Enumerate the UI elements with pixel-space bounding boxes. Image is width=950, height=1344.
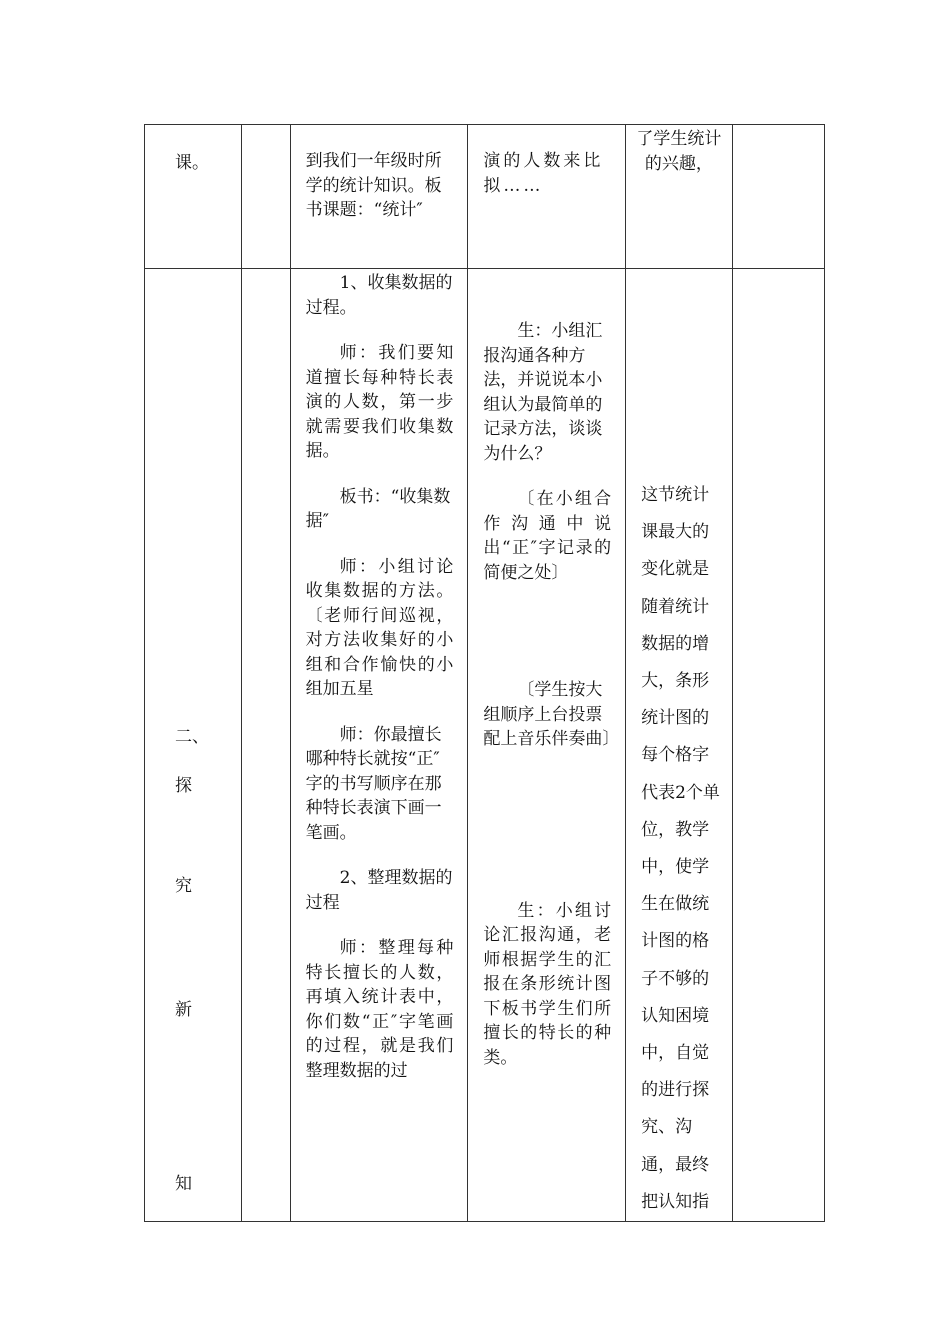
step-title: 1、收集数据的过程。 — [305, 273, 453, 318]
teacher-activity-cell — [290, 125, 468, 269]
paragraph: 〔学生按大组顺序上台投票配上音乐伴奏曲〕 — [483, 680, 620, 749]
design-intent-cell — [626, 269, 732, 1222]
notes-cell — [732, 125, 824, 269]
stage-label — [145, 269, 241, 1214]
stage-cell — [145, 269, 242, 1222]
paragraph: 师：小组讨论收集数据的方法。〔老师行间巡视，对方法收集好的小组和合作愉快的小组加五星 — [305, 556, 454, 699]
student-activity-content — [468, 269, 625, 1070]
notes-cell — [732, 269, 824, 1222]
reflection-text: 这节统计课最大的变化就是随着统计数据的增大，条形统计图的每个格字代表2个单位，教学中，使学生在做统计图的格子不够的认知困境中，自觉的进行探究、沟通，最终把认知指 — [641, 485, 720, 1212]
step-title: 2、整理数据的过程 — [305, 868, 453, 913]
teacher-activity-content — [291, 269, 468, 1083]
stage-cell — [145, 125, 242, 269]
paragraph: 师：我们要知道擅长每种特长表演的人数，第一步就需要我们收集数据。 — [305, 343, 454, 461]
student-activity-cell — [468, 125, 626, 269]
table-row — [145, 125, 825, 269]
design-intent-text: 了学生统计的兴趣， — [636, 129, 722, 174]
paragraph: 生：小组讨论汇报沟通，老师根据学生的汇报在条形统计图下板书学生们所擅长的特长的种类。 — [483, 900, 612, 1068]
table-row — [145, 269, 825, 1222]
teacher-activity-text: 到我们一年级时所学的统计知识。板书课题：“统计″ — [305, 151, 442, 220]
student-activity-text: 演的人数来比拟…… — [483, 151, 604, 196]
stage-char: 新 — [175, 1000, 192, 1020]
paragraph: 〔在小组合作沟通中说出“正″字记录的简便之处〕 — [483, 489, 612, 583]
paragraph: 生：小组汇报沟通各种方法，并说说本小组认为最简单的记录方法，谈谈为什么？ — [483, 321, 603, 464]
stage-char: 知 — [175, 1174, 192, 1194]
stage-text: 课。 — [175, 153, 209, 173]
paragraph: 板书：“收集数据″ — [305, 486, 451, 531]
stage-char: 探 — [175, 776, 192, 796]
stage-char: 二、 — [175, 727, 209, 747]
time-cell — [242, 125, 290, 269]
stage-char: 究 — [175, 876, 192, 896]
paragraph: 师：你最擅长哪种特长就按“正″字的书写顺序在那种特长表演下画一笔画。 — [305, 724, 442, 843]
student-activity-cell — [468, 269, 626, 1222]
time-cell — [242, 269, 290, 1222]
paragraph: 师：整理每种特长擅长的人数，再填入统计表中，你们数“正″字笔画的过程，就是我们整理数据的过 — [305, 938, 454, 1081]
lesson-plan-table — [144, 124, 825, 1222]
design-intent-cell — [626, 125, 732, 269]
teacher-activity-cell — [290, 269, 468, 1222]
